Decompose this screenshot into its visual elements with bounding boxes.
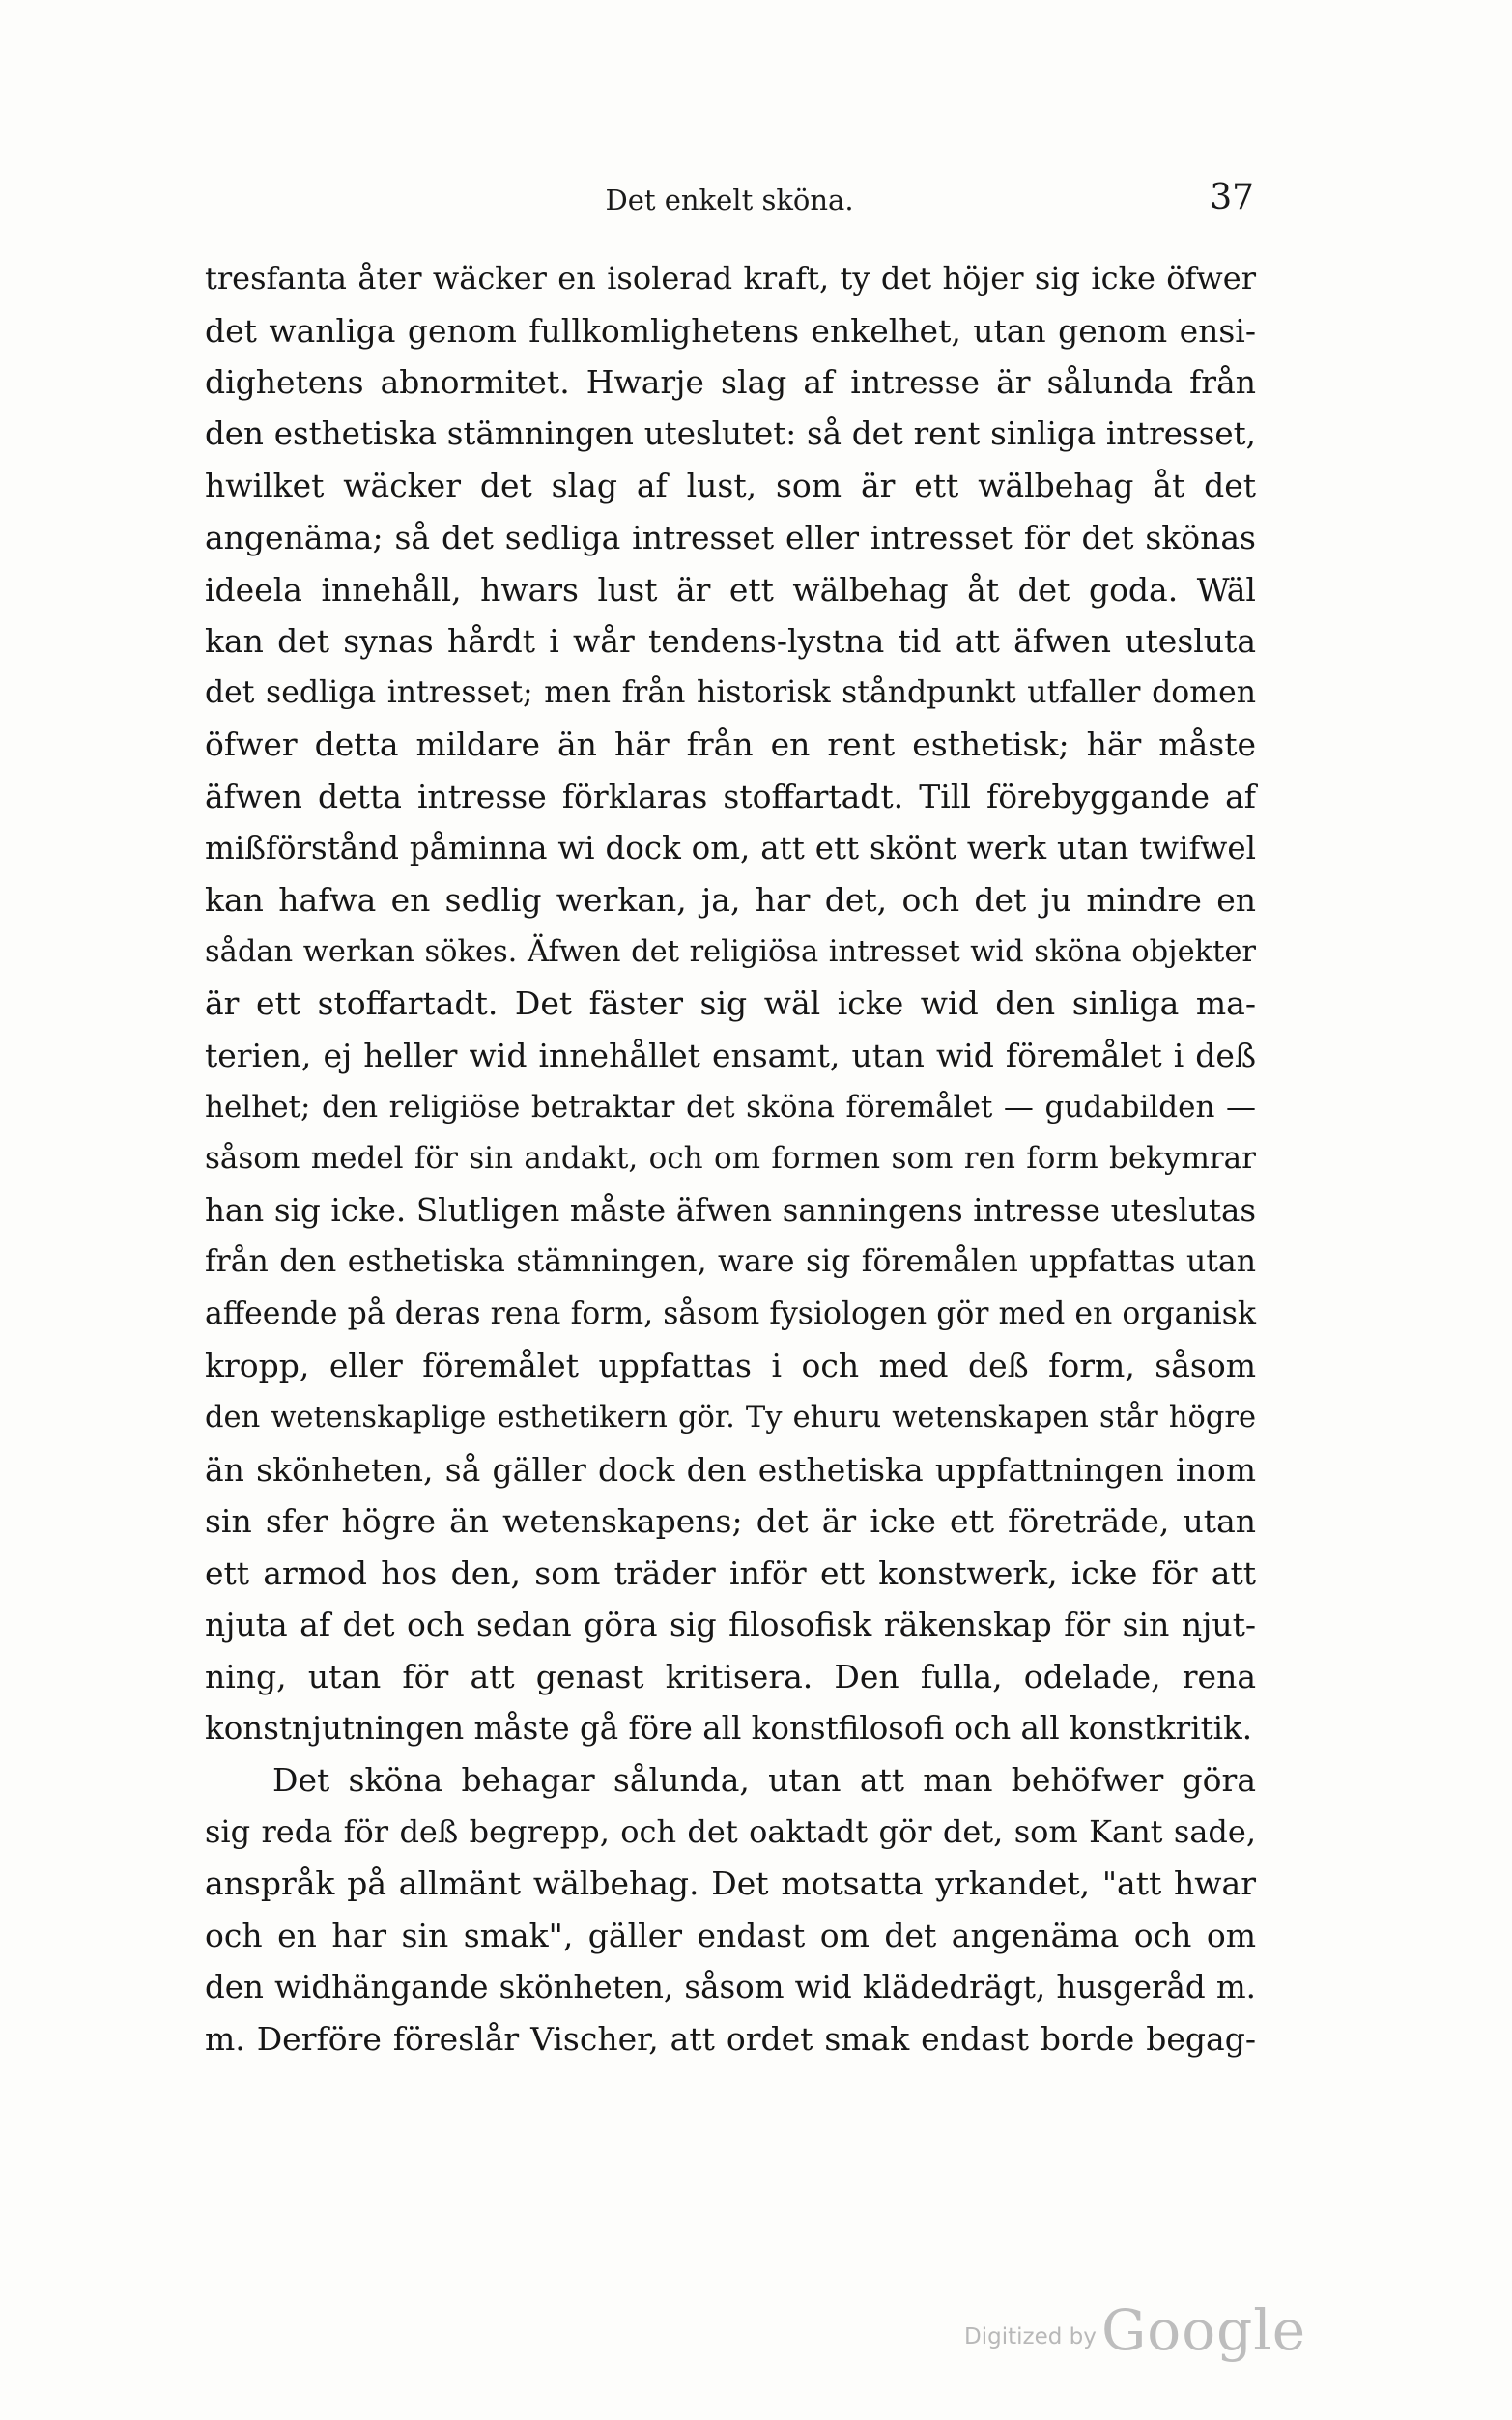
text-line: sin sfer högre än wetenskapens; det är icke ett företräde, utan bbox=[205, 1502, 1256, 1541]
text-line: sig reda för deß begrepp, och det oaktadt gör det, som Kant sade, bbox=[205, 1812, 1256, 1850]
text-line: än skönheten, så gäller dock den esthetiska uppfattningen inom bbox=[205, 1450, 1256, 1489]
text-line: kan hafwa en sedlig werkan, ja, har det, och det ju mindre en bbox=[205, 881, 1256, 920]
text-line: från den esthetiska stämningen, ware sig föremålen uppfattas utan bbox=[205, 1244, 1256, 1280]
text-line: dighetens abnormitet. Hwarje slag af intresse är sålunda från bbox=[205, 363, 1256, 402]
text-line: hwilket wäcker det slag af lust, som är ett wälbehag åt det bbox=[205, 467, 1256, 505]
text-line: kropp, eller föremålet uppfattas i och med deß form, såsom bbox=[205, 1347, 1256, 1385]
text-line: helhet; den religiöse betraktar det sköna föremålet — gudabilden — bbox=[205, 1089, 1256, 1125]
text-line: affeende på deras rena form, såsom fysiologen gör med en organisk bbox=[205, 1295, 1256, 1331]
text-line: angenäma; så det sedliga intresset eller intresset för det skönas bbox=[205, 518, 1256, 556]
text-line: är ett stoffartadt. Det fäster sig wäl icke wid den sinliga ma- bbox=[205, 984, 1256, 1023]
text-line: m. Derföre föreslår Vischer, att ordet smak endast borde begag- bbox=[205, 2020, 1256, 2059]
text-line: konstnjutningen måste gå före all konstfilosofi och all konstkritik. bbox=[205, 1709, 1253, 1747]
text-line: den widhängande skönheten, såsom wid klädedrägt, husgeråd m. bbox=[205, 1968, 1256, 2006]
text-line: mißförstånd påminna wi dock om, att ett skönt werk utan twifwel bbox=[205, 829, 1256, 867]
text-line: njuta af det och sedan göra sig filosofisk räkenskap för sin njut- bbox=[205, 1606, 1256, 1644]
text-line: äfwen detta intresse förklaras stoffartadt. Till förebyggande af bbox=[205, 777, 1256, 815]
text-line: ett armod hos den, som träder inför ett konstwerk, icke för att bbox=[205, 1553, 1256, 1592]
text-line: den wetenskaplige esthetikern gör. Ty ehuru wetenskapen står högre bbox=[205, 1401, 1256, 1436]
page-number: 37 bbox=[1210, 178, 1254, 217]
body-text bbox=[205, 253, 1256, 2065]
text-line: terien, ej heller wid innehållet ensamt, utan wid föremålet i deß bbox=[205, 1036, 1256, 1074]
text-line: det sedliga intresset; men från historisk ståndpunkt utfaller domen bbox=[205, 674, 1256, 710]
text-line: och en har sin smak", gäller endast om det angenäma och om bbox=[205, 1917, 1256, 1954]
text-line: öfwer detta mildare än här från en rent esthetisk; här måste bbox=[205, 726, 1256, 764]
digitized-watermark bbox=[964, 2297, 1306, 2363]
text-line: ideela innehåll, hwars lust är ett wälbehag åt det goda. Wäl bbox=[205, 570, 1256, 609]
page-header bbox=[205, 178, 1254, 222]
watermark-prefix: Digitized by bbox=[964, 2324, 1097, 2349]
text-line: Det sköna behagar sålunda, utan att man behöfwer göra bbox=[272, 1761, 1256, 1800]
google-logo: Google bbox=[1100, 2297, 1307, 2363]
text-line: kan det synas hårdt i wår tendens-lystna tid att äfwen utesluta bbox=[205, 622, 1256, 661]
text-line: såsom medel för sin andakt, och om formen som ren form bekymrar bbox=[205, 1141, 1256, 1177]
text-line: tresfanta åter wäcker en isolerad kraft, ty det höjer sig icke öfwer bbox=[205, 260, 1256, 297]
running-title: Det enkelt sköna. bbox=[605, 184, 854, 216]
text-line: ning, utan för att genast kritisera. Den fulla, odelade, rena bbox=[205, 1658, 1256, 1696]
text-line: anspråk på allmänt wälbehag. Det motsatta yrkandet, "att hwar bbox=[205, 1865, 1256, 1903]
text-line: sådan werkan sökes. Äfwen det religiösa intresset wid sköna objekter bbox=[205, 934, 1256, 969]
text-line: den esthetiska stämningen uteslutet: så det rent sinliga intresset, bbox=[205, 414, 1256, 452]
text-line: det wanliga genom fullkomlighetens enkelhet, utan genom ensi- bbox=[205, 311, 1256, 350]
text-line: han sig icke. Slutligen måste äfwen sanningens intresse uteslutas bbox=[205, 1191, 1256, 1229]
